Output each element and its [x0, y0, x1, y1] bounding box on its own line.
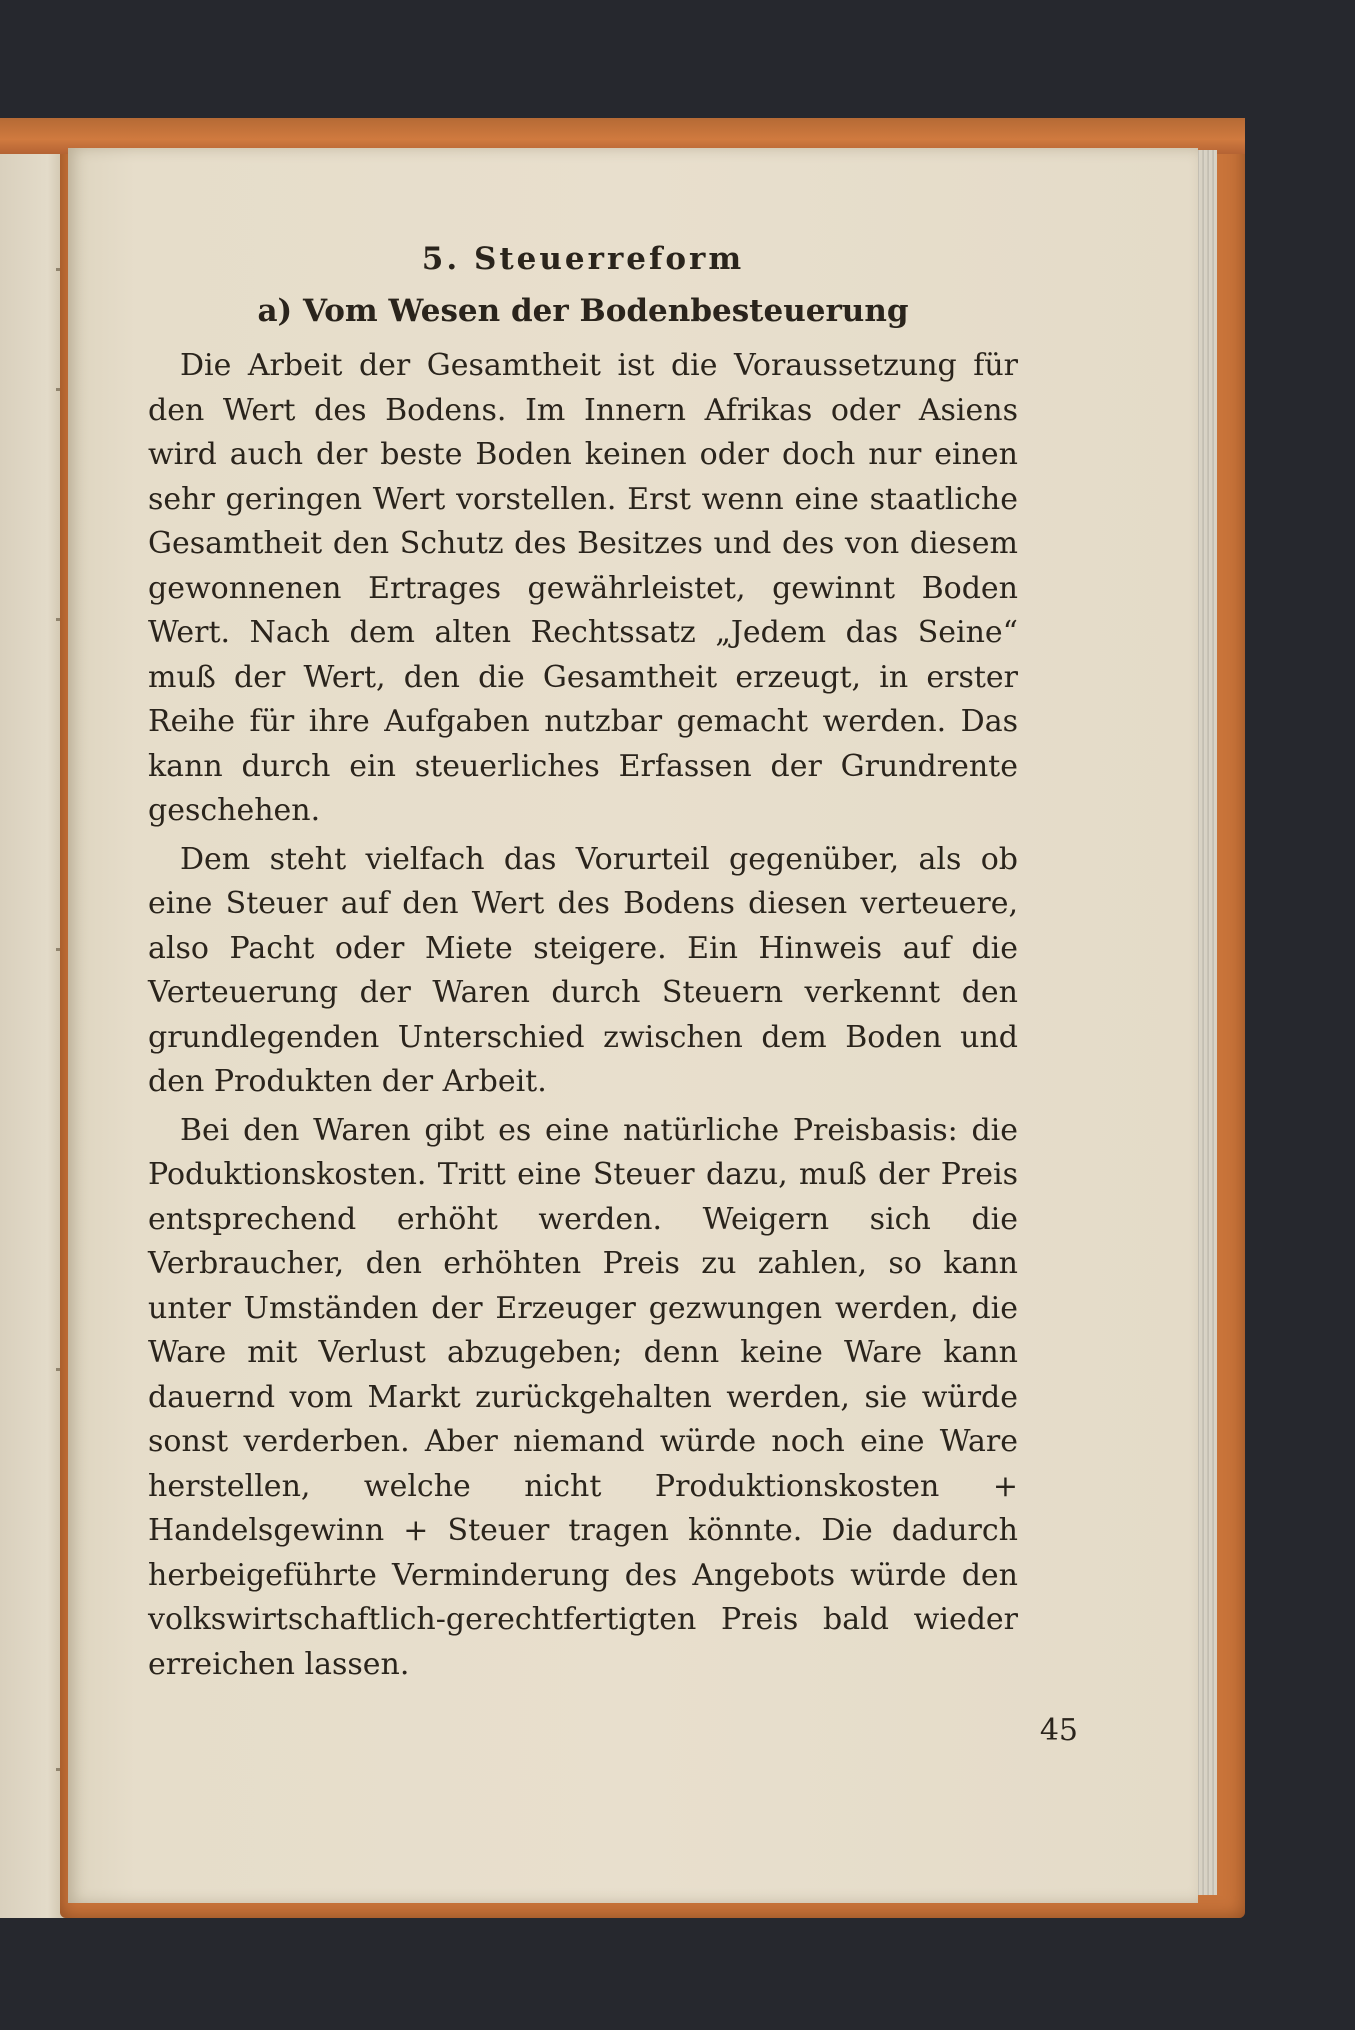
paragraph-1: Die Arbeit der Gesamtheit ist die Voraussetzung für den Wert des Bodens. Im Innern Afrikas oder Asiens wird auch der beste Boden keinen oder doch nur einen sehr geringen Wert vorstellen. Erst wenn eine staatliche Gesamtheit den Schutz des Besitzes und des von diesem gewonnenen Ertrages gewährleistet, gewinnt Boden Wert. Nach dem alten Rechtssatz „Jedem das Seine“ muß der Wert, den die Gesamtheit erzeugt, in erster Reihe für ihre Aufgaben nutzbar gemacht werden. Das kann durch ein steuerliches Erfassen der Grundrente geschehen.: [148, 348, 1018, 828]
book-page: [68, 148, 1198, 1903]
page-number: 45: [1039, 1713, 1078, 1748]
section-subtitle: a) Vom Wesen der Bodenbesteuerung: [257, 293, 909, 329]
page-edges: [1195, 150, 1217, 1895]
page-content: [148, 236, 1018, 1691]
paragraph-3: Bei den Waren gibt es eine natürliche Preisbasis: die Poduktionskosten. Tritt eine Steuer dazu, muß der Preis entsprechend erhöht werden. Weigern sich die Verbraucher, den erhöhten Preis zu zahlen, so kann unter Umständen der Erzeuger gezwungen werden, die Ware mit Verlust abzugeben; denn keine Ware kann dauernd vom Markt zurückgehalten werden, sie würde sonst verderben. Aber niemand würde noch eine Ware herstellen, welche nicht Produktionskosten + Handelsgewinn + Steuer tragen könnte. Die dadurch herbeigeführte Verminderung des Angebots würde den volkswirtschaftlich-gerechtfertigten Preis bald wieder erreichen lassen.: [148, 1112, 1018, 1682]
paragraph-2: Dem steht vielfach das Vorurteil gegenüber, als ob eine Steuer auf den Wert des Bodens diesen verteuere, also Pacht oder Miete steigere. Ein Hinweis auf die Verteuerung der Waren durch Steuern verkennt den grundlegenden Unterschied zwischen dem Boden und den Produkten der Arbeit.: [148, 841, 1018, 1099]
section-title: 5. Steuerreform: [421, 241, 745, 277]
